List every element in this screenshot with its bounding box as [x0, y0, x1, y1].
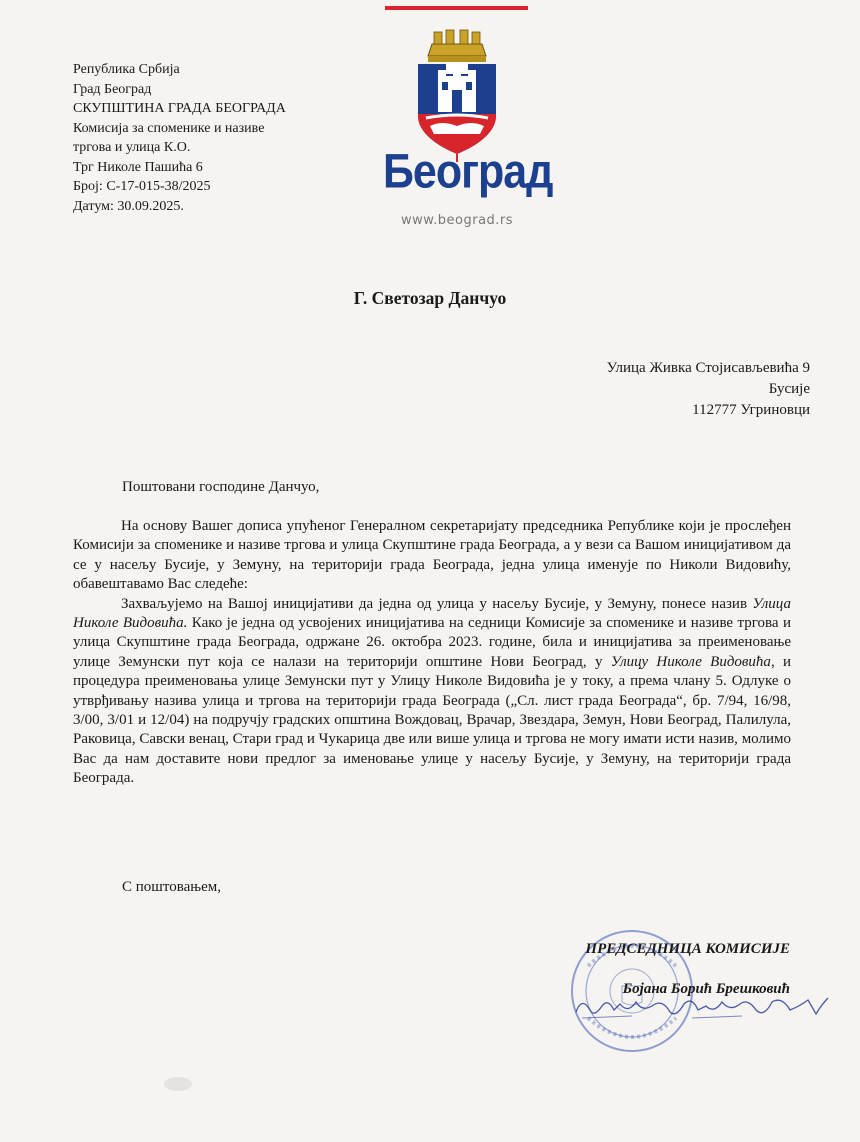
address-street: Улица Живка Стојисављевића 9	[606, 360, 810, 376]
letter-date: Датум: 30.09.2025.	[73, 198, 184, 214]
sender-line: тргова и улица К.О.	[73, 140, 191, 155]
header-rule	[385, 6, 528, 10]
scan-smudge	[160, 1072, 196, 1096]
signatory-name: Бојана Борић Брешковић	[622, 981, 790, 997]
reference-number: Број: С-17-015-38/2025	[73, 179, 211, 194]
logo-wordmark: Београд	[383, 145, 553, 199]
closing: С поштовањем,	[122, 879, 221, 895]
sender-line: Комисија за споменике и називе	[73, 120, 265, 136]
signatory-title: ПРЕДСЕДНИЦА КОМИСИЈЕ	[585, 941, 790, 957]
address-village: Бусије	[768, 381, 810, 397]
street-name-italic: Улица Николе Видовића.	[73, 595, 791, 632]
recipient-name: Г. Светозар Данчуо	[353, 288, 507, 308]
belgrade-coat-of-arms-logo	[382, 26, 553, 236]
sender-line: СКУПШТИНА ГРАДА БЕОГРАДА	[73, 101, 286, 116]
body-paragraph: Захваљујемо на Вашој иницијативи да једна од улица у насељу Бусије, у Земуну, понесе назив Улица Николе Видовића. Како је једна од усвојених иницијатива на седници Комисије за споменике и називе тргова и улица Скупштине града Београда, одржане 26. октобра 2023. године, била и иницијатива за преименовање улице Земунски пут која се налази на територији општине Нови Београд, у Улицу Николе Видовића, и процедура преименовања улице Земунски пут у Улицу Николе Видовића је у току, а према члану 5. Одлуке о утврђивању назива улица и тргова на територији града Београда („Сл. лист града Београда“, бр. 7/94, 16/98, 3/00, 3/01 и 12/04) на подручју градских општина Вождовац, Врачар, Звездара, Земун, Нови Београд, Палилула, Раковица, Савски венац, Стари град и Чукарица две или више улица и тргова не могу имати исти назив, молимо Вас да нам доставите нови предлог за именовање улице у насељу Бусије, у Земуну, на територији града Београда.	[73, 595, 792, 787]
sender-line: Трг Николе Пашића 6	[73, 159, 203, 175]
address-postal: 112777 Угриновци	[692, 402, 810, 418]
crown-icon	[428, 30, 486, 62]
body-paragraph: На основу Вашег дописа упућеног Генералном секретаријату председника Републике који је прослеђен Комисији за споменике и називе тргова и улица Скупштине града Београда, а у вези са Вашом иницијативом да се у насељу Бусије, у Земуну, на територији града Београда, једна улица именује по Николи Видовићу, обавештавамо Вас следеће:	[73, 518, 791, 593]
sender-block	[73, 60, 373, 216]
handwritten-signature	[572, 992, 832, 1026]
logo-url: www.beograd.rs	[400, 213, 514, 228]
shield-icon	[418, 62, 496, 154]
recipient-address	[607, 358, 810, 421]
salutation: Поштовани господине Данчуо,	[122, 479, 320, 495]
street-name-italic: Улицу Николе Видовића	[610, 653, 771, 670]
sender-line: Република Србија	[73, 62, 180, 77]
sender-line: Град Београд	[73, 81, 152, 97]
letter-body	[73, 517, 791, 789]
